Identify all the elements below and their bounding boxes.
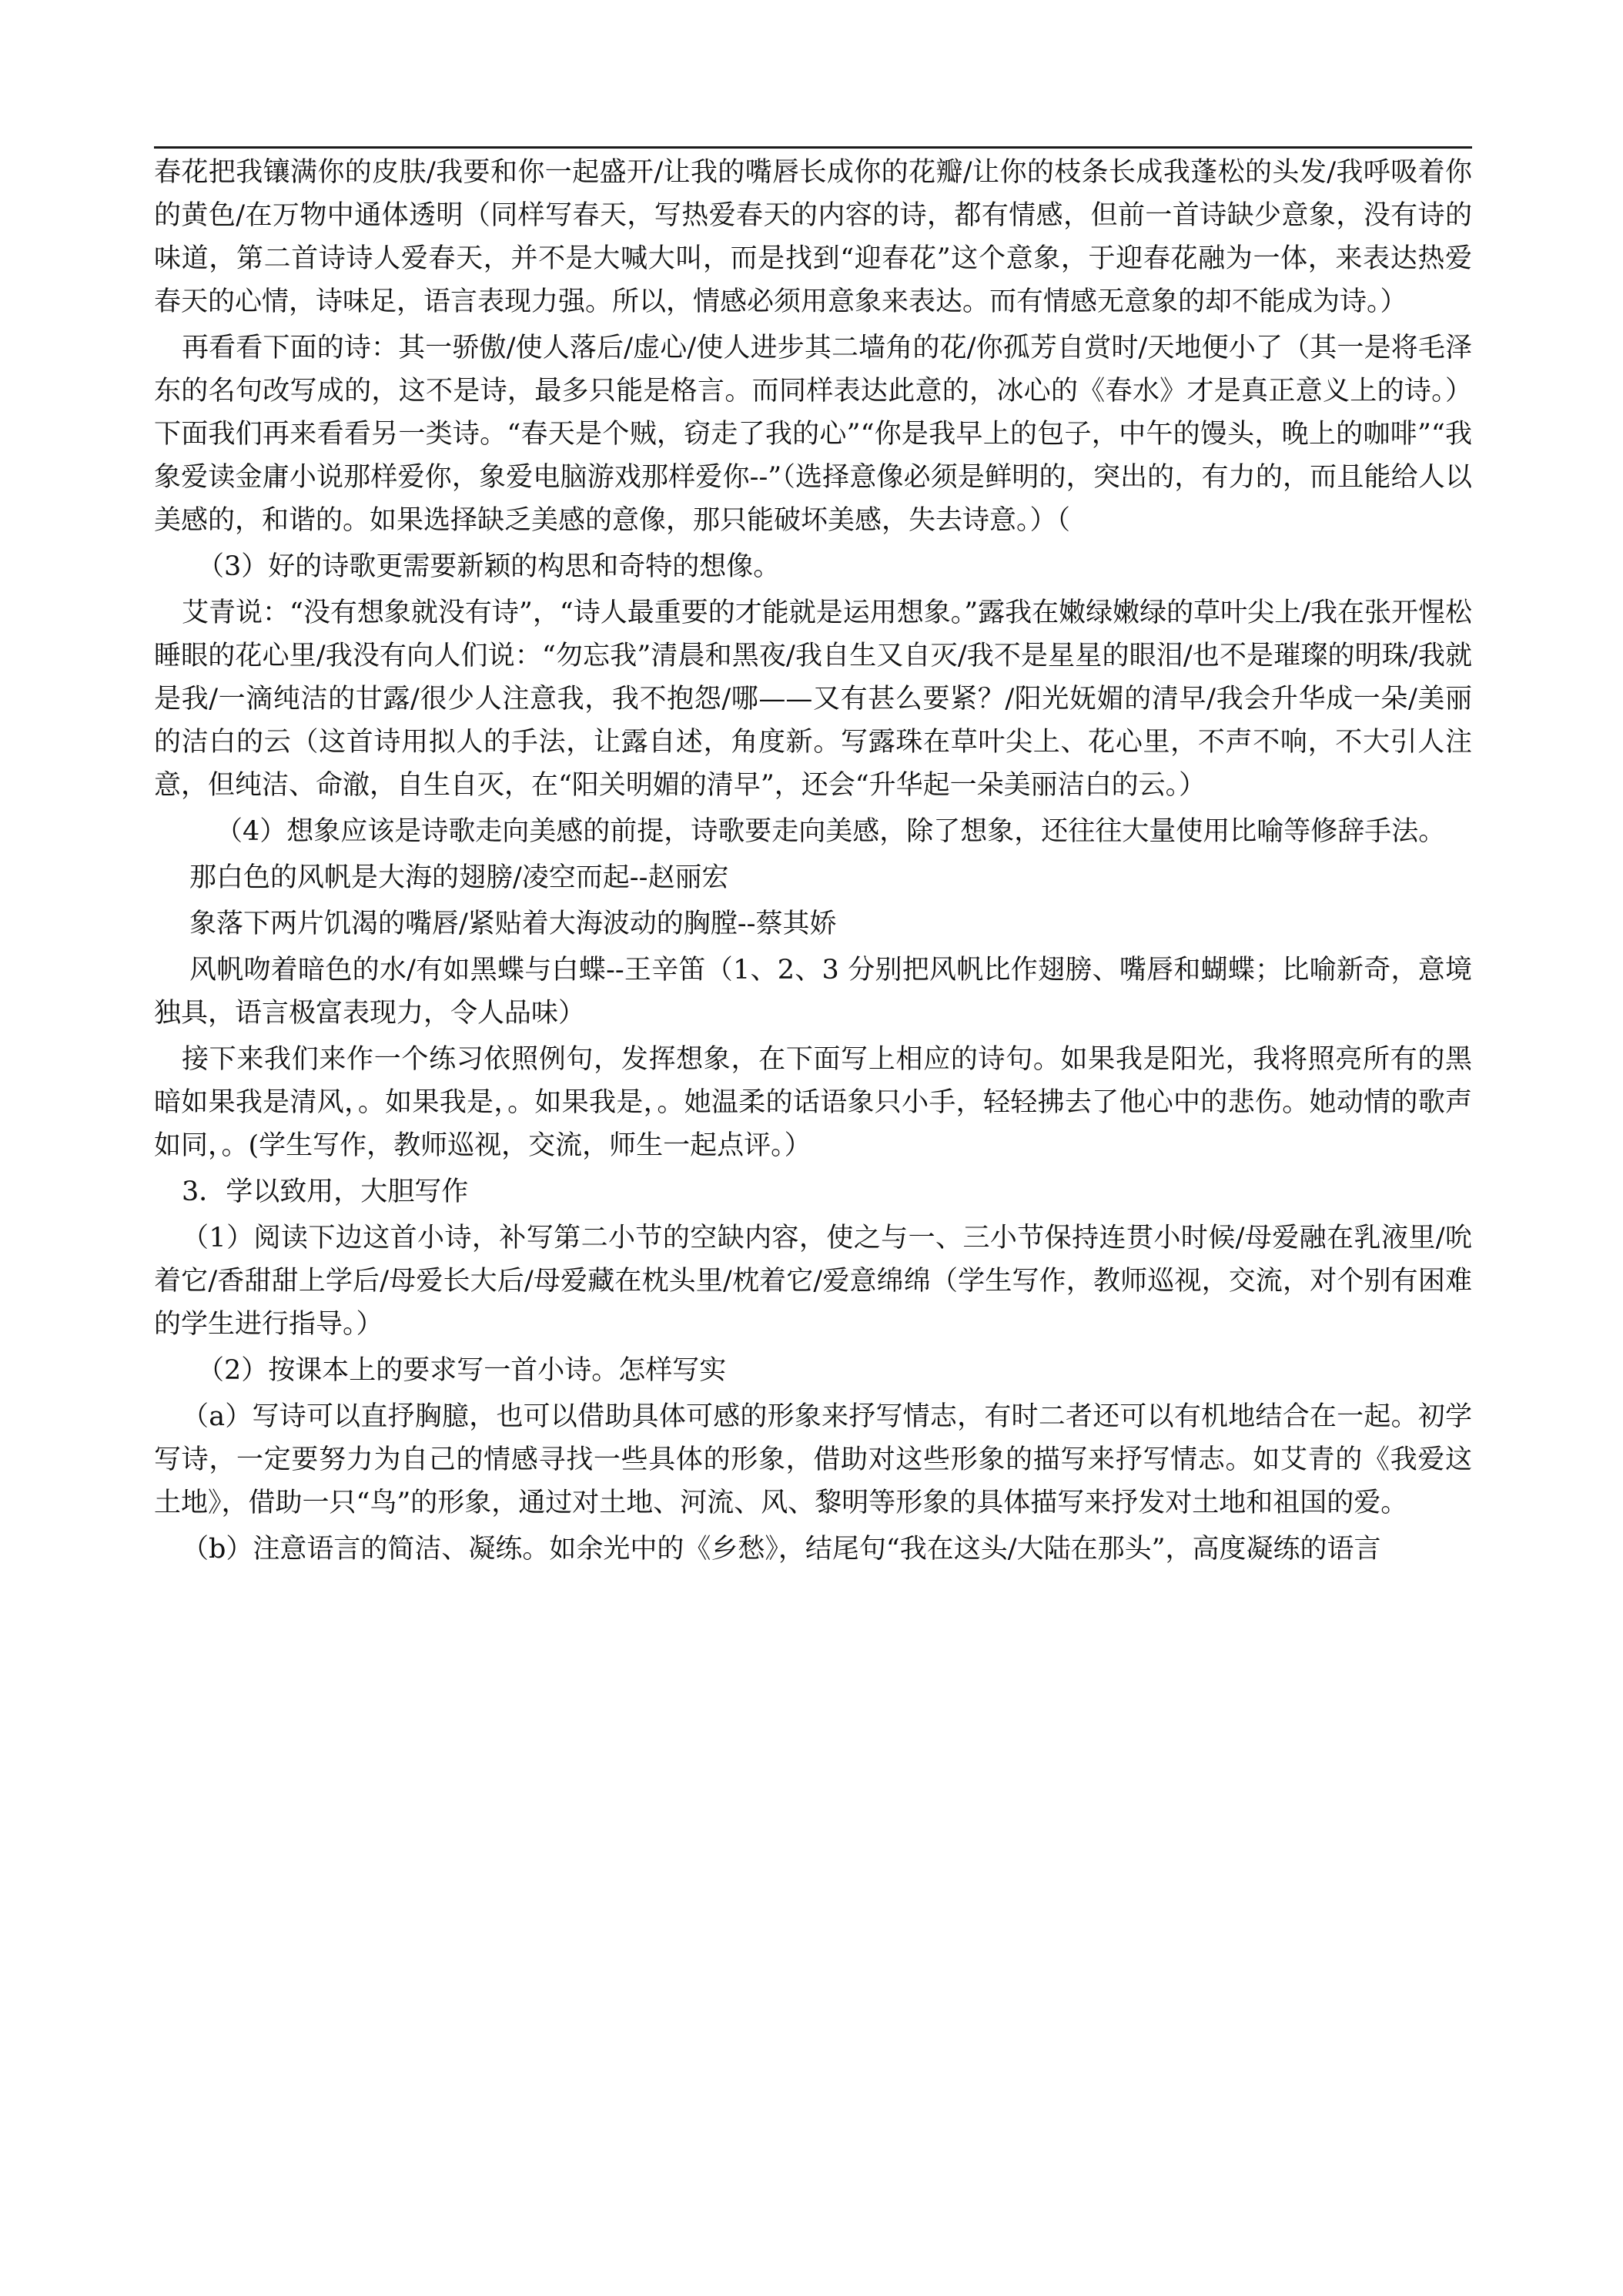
- paragraph-aiqing-dew-poem: 艾青说：“没有想象就没有诗”，“诗人最重要的才能就是运用想象。”露我在嫩绿嫩绿的草叶尖上/我在张开惺松睡眼的花心里/我没有向人们说：“勿忘我”清晨和黑夜/我自生又自灭/我不是星星的眼泪/也不是璀璨的明珠/我就是我/一滴纯洁的甘露/很少人注意我，我不抱怨/哪——又有甚么要紧？/阳光妩媚的清早/我会升华成一朵/美丽的洁白的云（这首诗用拟人的手法，让露自述，角度新。写露珠在草叶尖上、花心里，不声不响，不大引人注意，但纯洁、命澈，自生自灭，在“阳关明媚的清早”，还会“升华起一朵美丽洁白的云。）: [154, 597, 1472, 801]
- document-body: [154, 151, 1472, 1571]
- paragraph-task-1-mother-love: （1）阅读下边这首小诗，补写第二小节的空缺内容，使之与一、三小节保持连贯小时候/母爱融在乳液里/吮着它/香甜甜上学后/母爱长大后/母爱藏在枕头里/枕着它/爱意绵绵（学生写作，教师巡视，交流，对个别有困难的学生进行指导。）: [154, 1223, 1472, 1340]
- paragraph-point-3-heading: （3）好的诗歌更需要新颖的构思和奇特的想像。: [197, 551, 781, 582]
- paragraph-spring-flower-poem: 春花把我镶满你的皮肤/我要和你一起盛开/让我的嘴唇长成你的花瓣/让你的枝条长成我蓬松的头发/我呼吸着你的黄色/在万物中通体透明（同样写春天，写热爱春天的内容的诗，都有情感，但前一首诗缺少意象，没有诗的味道，第二首诗诗人爱春天，并不是大喊大叫，而是找到“迎春花”这个意象，于迎春花融为一体，来表达热爱春天的心情，诗味足，语言表现力强。所以，情感必须用意象来表达。而有情感无意象的却不能成为诗。）: [154, 157, 1472, 317]
- paragraph-sail-example-3: 风帆吻着暗色的水/有如黑蝶与白蝶--王辛笛（1、2、3 分别把风帆比作翅膀、嘴唇和蝴蝶；比喻新奇，意境独具，语言极富表现力，令人品味）: [154, 955, 1472, 1029]
- paragraph-tip-b-concise-language: （b）注意语言的简洁、凝练。如余光中的《乡愁》，结尾句“我在这头/大陆在那头”，高度凝练的语言: [182, 1534, 1381, 1565]
- paragraph-task-2-heading: （2）按课本上的要求写一首小诗。怎样写实: [197, 1355, 727, 1386]
- header-rule: [154, 146, 1472, 149]
- paragraph-point-4-heading: （4）想象应该是诗歌走向美感的前提，诗歌要走向美感，除了想象，还往往大量使用比喻等修辞手法。: [216, 816, 1446, 847]
- paragraph-sail-example-1: 那白色的风帆是大海的翅膀/凌空而起--赵丽宏: [189, 862, 729, 893]
- paragraph-practice-exercise: 接下来我们来作一个练习依照例句，发挥想象，在下面写上相应的诗句。如果我是阳光，我将照亮所有的黑暗如果我是清风，。如果我是，。如果我是，。她温柔的话语象只小手，轻轻拂去了他心中的悲伤。她动情的歌声如同，。(学生写作，教师巡视，交流，师生一起点评。）: [154, 1044, 1472, 1161]
- paragraph-proud-poem-comparison: 再看看下面的诗：其一骄傲/使人落后/虚心/使人进步其二墙角的花/你孤芳自赏时/天地便小了（其一是将毛泽东的名句改写成的，这不是诗，最多只能是格言。而同样表达此意的，冰心的《春水》才是真正意义上的诗。）下面我们再来看看另一类诗。“春天是个贼，窃走了我的心”“你是我早上的包子，中午的馒头，晚上的咖啡”“我象爱读金庸小说那样爱你，象爱电脑游戏那样爱你--”（选择意像必须是鲜明的，突出的，有力的，而且能给人以美感的，和谐的。如果选择缺乏美感的意像，那只能破坏美感，失去诗意。）（: [154, 333, 1472, 536]
- paragraph-section-3-heading: 3．学以致用，大胆写作: [182, 1176, 469, 1207]
- paragraph-sail-example-2: 象落下两片饥渴的嘴唇/紧贴着大海波动的胸膛--蔡其娇: [189, 909, 837, 939]
- paragraph-tip-a-imagery: （a）写诗可以直抒胸臆，也可以借助具体可感的形象来抒写情志，有时二者还可以有机地结合在一起。初学写诗，一定要努力为自己的情感寻找一些具体的形象，借助对这些形象的描写来抒写情志。如艾青的《我爱这土地》，借助一只“鸟”的形象，通过对土地、河流、风、黎明等形象的具体描写来抒发对土地和祖国的爱。: [154, 1401, 1472, 1518]
